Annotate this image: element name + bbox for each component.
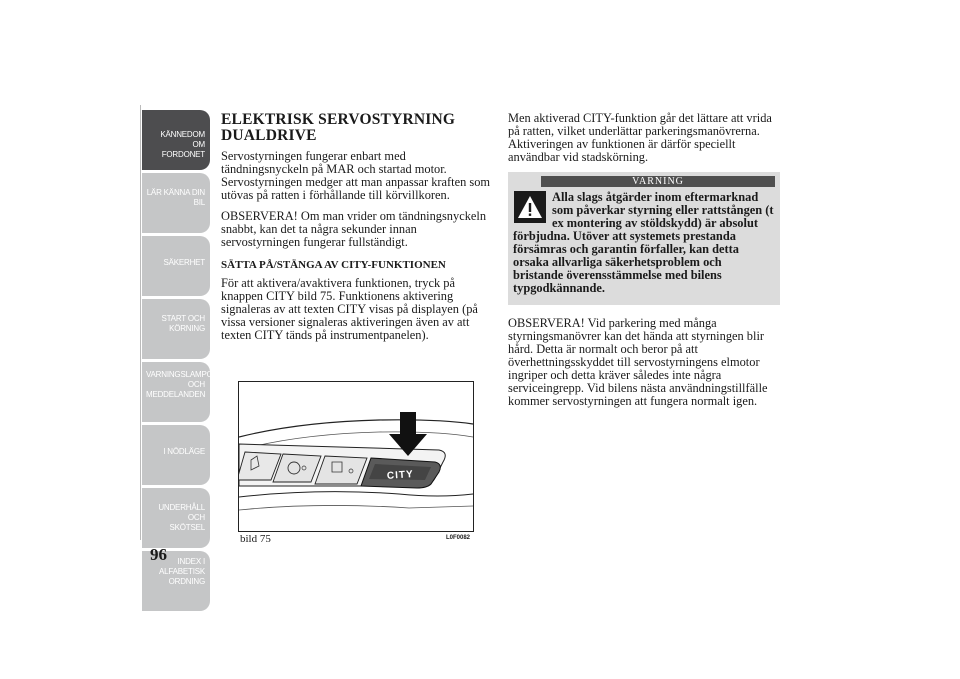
tab-varningslampor[interactable] <box>142 362 219 422</box>
subheading-city: SÄTTA PÅ/STÄNGA AV CITY-FUNKTIONEN <box>221 259 446 271</box>
tab-label-line: FORDONET <box>161 150 205 159</box>
warning-text: Alla slags åtgärder inom eftermarknad som påverkar styrning eller rattstången (t ex montering av stöldskydd) är absolut förbjudna. Utöver att systemets prestanda försämras och garantin förfaller, kan detta orsaka allvarliga säkerhetsproblem och bristande överensstämmelse med bilens typgodkännande. <box>513 190 774 295</box>
tab-kannedom-om-fordonet[interactable] <box>142 110 210 170</box>
tab-label-line: KÄNNEDOM OM <box>160 130 205 149</box>
heading-line-2: DUALDRIVE <box>221 127 317 144</box>
chapter-tabs <box>142 110 219 614</box>
tab-label-line: INDEX I <box>177 557 205 566</box>
city-button <box>361 458 440 488</box>
tab-label-line: OCH <box>187 380 205 389</box>
city-button-illustration <box>239 382 473 531</box>
tab-lar-kanna-din-bil[interactable] <box>142 173 210 233</box>
figure-code: L0F0082 <box>445 535 470 541</box>
figure-frame <box>238 381 474 532</box>
tab-label-line: START OCH <box>161 314 205 323</box>
warning-box <box>508 172 780 305</box>
tab-i-nodlage[interactable] <box>142 425 210 485</box>
paragraph-city-activation: För att aktivera/avaktivera funktionen, tryck på knappen CITY bild 75. Funktionens aktivering signaleras av att texten CITY visas på displayen (på vissa versioner signaleras aktiveringen även av att texten CITY tänds på instrumentpanelen). <box>221 276 478 342</box>
paragraph-observera-nyckel: OBSERVERA! Om man vrider om tändningsnyckeln snabbt, kan det ta några sekunder innan servostyrningen fungerar fullständigt. <box>221 209 487 249</box>
tab-label-line: SÄKERHET <box>163 258 205 267</box>
tab-underhall-och-skotsel[interactable] <box>142 488 210 548</box>
tab-label-line: ORDNING <box>168 577 205 586</box>
heading-line-1: ELEKTRISK SERVOSTYRNING <box>221 111 456 128</box>
tab-label-line: I NÖDLÄGE <box>163 447 205 456</box>
figure-caption: bild 75 <box>240 533 271 545</box>
figure-75 <box>238 381 474 545</box>
warning-title: VARNING <box>541 176 775 187</box>
tab-start-och-korning[interactable] <box>142 299 210 359</box>
warning-triangle-icon <box>514 191 546 223</box>
section-heading <box>221 112 493 144</box>
tab-label-line: VARNINGSLAMPOR <box>146 370 219 379</box>
paragraph-city-benefit: Men aktiverad CITY-funktion går det lättare att vrida på ratten, vilket underlättar parkeringsmanövrerna. Aktiveringen av funktionen är därför speciellt användbar vid stadskörning. <box>508 111 772 164</box>
left-column <box>221 112 493 350</box>
right-column <box>508 112 780 416</box>
tab-label-line: LÄR KÄNNA DIN <box>146 188 205 197</box>
city-button-label: CITY <box>386 468 415 482</box>
tab-label-line: SKÖTSEL <box>169 523 205 532</box>
tab-label-line: ALFABETISK <box>158 567 205 576</box>
tab-label-line: MEDDELANDEN <box>146 390 206 399</box>
paragraph-servo-info: Servostyrningen fungerar enbart med tändningsnyckeln på MAR och startad motor. Servostyrningen medger att man anpassar kraften som utövas på ratten i förhållande till körvillkoren. <box>221 149 491 202</box>
tab-sakerhet[interactable] <box>142 236 210 296</box>
tab-label-line: BIL <box>193 198 205 207</box>
tab-label-line: UNDERHÅLL OCH <box>158 503 205 522</box>
warning-body <box>513 191 775 295</box>
tab-label-line: KÖRNING <box>169 324 205 333</box>
paragraph-observera-parkering: OBSERVERA! Vid parkering med många styrningsmanövrer kan det hända att styrningen blir hård. Detta är normalt och beror på att överhettningsskyddet till servostyrningens elmotor ingriper och detta kräver således inte några serviceingrepp. Vid bilens nästa användningstillfälle kommer servostyrningen att fungera normalt igen. <box>508 316 768 408</box>
sidebar-divider <box>140 105 141 540</box>
page-number: 96 <box>150 545 167 564</box>
